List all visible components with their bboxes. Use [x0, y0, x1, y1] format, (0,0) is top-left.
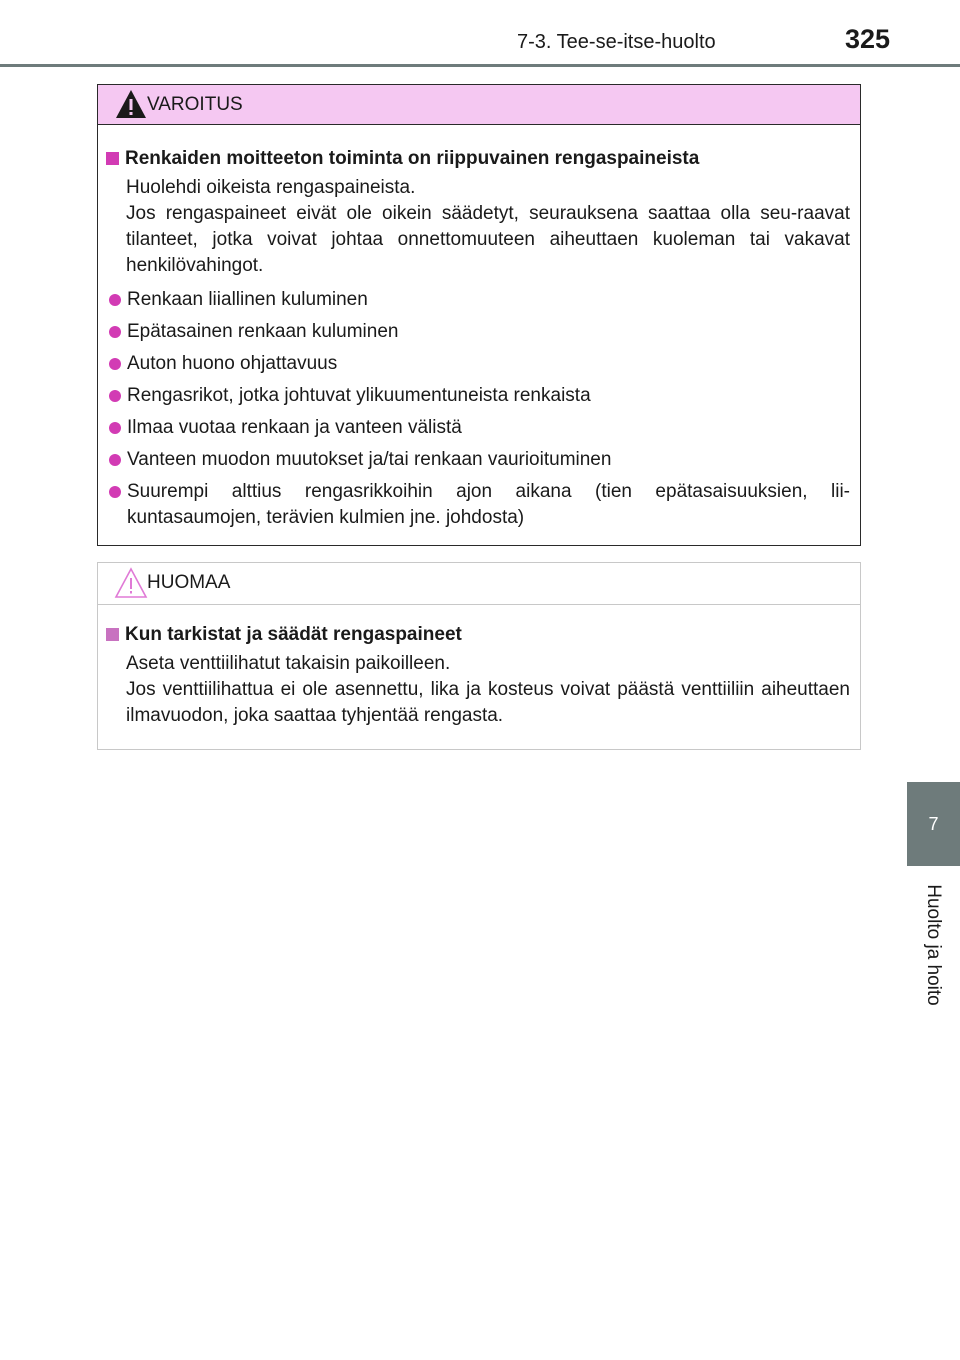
warning-heading-text: Renkaiden moitteeton toiminta on riippuvainen rengaspaineista [125, 148, 700, 169]
square-bullet-icon [106, 152, 119, 165]
notice-box [97, 562, 861, 750]
chapter-tab[interactable] [907, 782, 960, 866]
header-rule [0, 64, 960, 67]
notice-paragraph: Aseta venttiilihatut takaisin paikoilleen. [126, 653, 451, 674]
circle-bullet-icon [109, 390, 121, 402]
list-item [102, 479, 850, 531]
chapter-number: 7 [928, 813, 939, 834]
list-item-text: Rengasrikot, jotka johtuvat ylikuumentuneista renkaista [127, 385, 591, 406]
chapter-label: Huolto ja hoito [923, 884, 944, 1006]
list-item-text: Suurempi alttius rengasrikkoihin ajon aikana (tien epätasaisuuksien, lii-kuntasaumojen, terävien kulmien jne. johdosta) [127, 481, 850, 528]
warning-triangle-icon [114, 88, 148, 120]
list-item-text: Vanteen muodon muutokset ja/tai renkaan vaurioituminen [127, 449, 612, 470]
notice-heading [102, 623, 850, 647]
list-item-text: Epätasainen renkaan kuluminen [127, 321, 399, 342]
notice-body [98, 605, 860, 729]
list-item [102, 351, 850, 377]
list-item-text: Auton huono ohjattavuus [127, 353, 338, 374]
warning-title: VAROITUS [147, 94, 243, 115]
list-item [102, 415, 850, 441]
warning-header [98, 85, 860, 125]
notice-title: HUOMAA [147, 572, 231, 593]
warning-paragraph: Jos rengaspaineet eivät ole oikein säädetyt, seurauksena saattaa olla seu-raavat tilanteet, jotka voivat johtaa onnettomuuteen aiheuttaen kuoleman tai vakavat henkilövahingot. [126, 203, 850, 276]
circle-bullet-icon [109, 422, 121, 434]
circle-bullet-icon [109, 326, 121, 338]
notice-header [98, 563, 860, 605]
section-title: 7-3. Tee-se-itse-huolto [517, 31, 716, 53]
warning-paragraph: Huolehdi oikeista rengaspaineista. [126, 177, 416, 198]
list-item-text: Ilmaa vuotaa renkaan ja vanteen välistä [127, 417, 462, 438]
warning-box [97, 84, 861, 546]
circle-bullet-icon [109, 358, 121, 370]
warning-heading [102, 147, 850, 171]
list-item [102, 447, 850, 473]
notice-heading-text: Kun tarkistat ja säädät rengaspaineet [125, 624, 462, 645]
list-item [102, 287, 850, 313]
page-number: 325 [845, 24, 891, 54]
list-item [102, 319, 850, 345]
warning-body [98, 125, 860, 531]
warning-bullet-list [102, 287, 850, 531]
circle-bullet-icon [109, 294, 121, 306]
caution-triangle-icon [114, 566, 148, 600]
list-item [102, 383, 850, 409]
circle-bullet-icon [109, 454, 121, 466]
notice-paragraph: Jos venttiilihattua ei ole asennettu, lika ja kosteus voivat päästä venttiiliin aiheuttaen ilmavuodon, joka saattaa tyhjentää rengasta. [126, 679, 850, 726]
list-item-text: Renkaan liiallinen kuluminen [127, 289, 368, 310]
circle-bullet-icon [109, 486, 121, 498]
square-bullet-icon [106, 628, 119, 641]
